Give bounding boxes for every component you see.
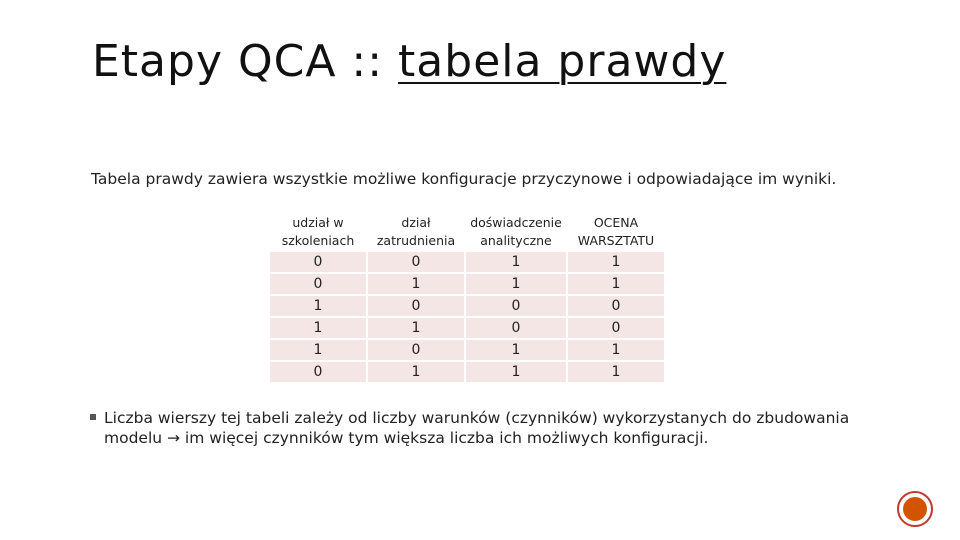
title-underlined: tabela prawdy xyxy=(398,36,727,87)
header-cell: dział zatrudnienia xyxy=(368,214,464,250)
table-cell: 0 xyxy=(368,252,464,272)
table-cell: 0 xyxy=(270,274,366,294)
table-cell: 1 xyxy=(270,296,366,316)
table-row xyxy=(270,296,664,316)
header-cell: doświadczenie analityczne xyxy=(466,214,566,250)
table-cell: 1 xyxy=(568,340,664,360)
table-header-row xyxy=(270,214,664,250)
table-cell: 0 xyxy=(270,362,366,382)
table-row xyxy=(270,274,664,294)
bullet-text: Liczba wierszy tej tabeli zależy od liczby warunków (czynników) wykorzystanych do zbudowania modelu → im więcej czynników tym większa liczba ich możliwych konfiguracji. xyxy=(104,409,850,447)
title-prefix: Etapy QCA :: xyxy=(92,36,399,87)
table-cell: 1 xyxy=(466,362,566,382)
table-cell: 1 xyxy=(568,252,664,272)
table-cell: 1 xyxy=(466,274,566,294)
bullet-item xyxy=(90,408,884,448)
table-cell: 1 xyxy=(270,340,366,360)
intro-text: Tabela prawdy zawiera wszystkie możliwe konfiguracje przyczynowe i odpowiadające im wyniki. xyxy=(91,170,837,188)
table-cell: 1 xyxy=(466,340,566,360)
header-cell: udział w szkoleniach xyxy=(270,214,366,250)
table-cell: 0 xyxy=(466,296,566,316)
table-row xyxy=(270,318,664,338)
table-cell: 0 xyxy=(368,296,464,316)
table-cell: 1 xyxy=(368,274,464,294)
header-cell: OCENA WARSZTATU xyxy=(568,214,664,250)
table-cell: 0 xyxy=(568,318,664,338)
table-cell: 1 xyxy=(368,318,464,338)
table-cell: 0 xyxy=(466,318,566,338)
truth-table xyxy=(268,212,666,384)
table-cell: 1 xyxy=(270,318,366,338)
table-row xyxy=(270,362,664,382)
slide-badge-icon xyxy=(897,491,933,527)
table-cell: 0 xyxy=(270,252,366,272)
table-cell: 1 xyxy=(466,252,566,272)
table-cell: 0 xyxy=(568,296,664,316)
table-cell: 1 xyxy=(368,362,464,382)
table-row xyxy=(270,252,664,272)
table-cell: 1 xyxy=(568,274,664,294)
table-cell: 1 xyxy=(568,362,664,382)
square-bullet-icon xyxy=(90,414,96,420)
slide-title xyxy=(92,36,726,87)
table-cell: 0 xyxy=(368,340,464,360)
table-row xyxy=(270,340,664,360)
